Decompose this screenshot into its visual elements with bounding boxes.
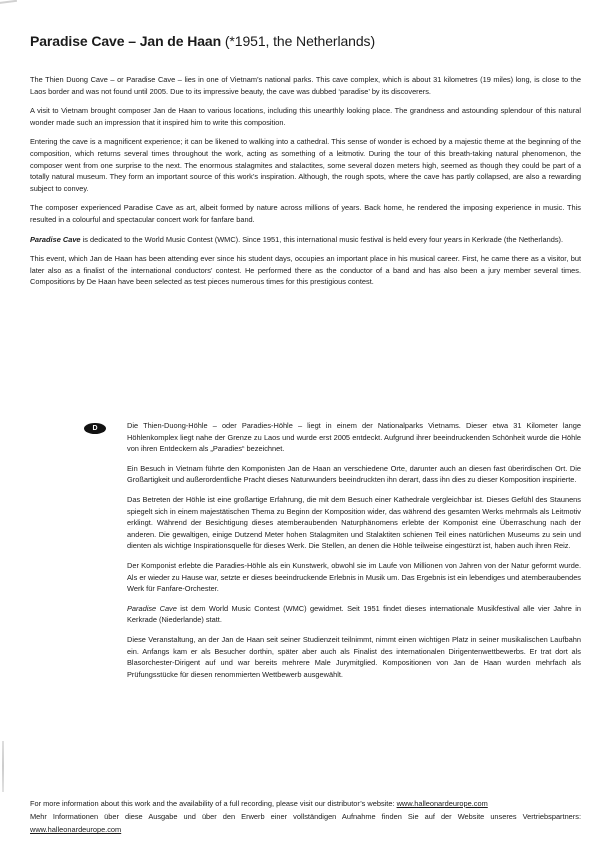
german-paragraph-2: Ein Besuch in Vietnam führte den Komponisten Jan de Haan an verschiedene Orte, darunter auch an diesen fast überirdischen Ort. Die Großartigkeit und außerordentliche Pracht dieses Naturwunders beeindruckten ihn derart, dass ihn dies zu dieser Komposition inspirierte. bbox=[127, 463, 581, 485]
scan-artifact-corner bbox=[0, 0, 17, 4]
footer-line-german bbox=[30, 810, 581, 836]
language-d-icon: D bbox=[92, 425, 98, 432]
german-paragraph-5 bbox=[127, 603, 581, 626]
german-paragraph-1: Die Thien-Duong-Höhle – oder Paradies-Höhle – liegt in einem der Nationalparks Vietnams. Dieser etwa 31 Kilometer lange Höhlenkomplex liegt nahe der Grenze zu Laos und wurde erst 2005 entdeckt. Aufgrund ihrer beeindruckenden Schönheit wurde die Höhle von ihren Entdeckern als „Paradies“ bezeichnet. bbox=[127, 421, 581, 454]
english-paragraph-5 bbox=[30, 234, 581, 246]
work-title-emphasis-german: Paradise Cave bbox=[127, 603, 177, 613]
english-paragraph-4: The composer experienced Paradise Cave as art, albeit formed by nature across millions of years. Back home, he rendered the imposing experience in music. This resulted in a colourful and spectacular concert work for fanfare band. bbox=[30, 203, 581, 224]
scan-artifact-left-edge bbox=[2, 741, 4, 792]
distributor-link-german[interactable]: www.halleonardeurope.com bbox=[30, 825, 122, 835]
work-title-emphasis: Paradise Cave bbox=[30, 234, 81, 244]
german-paragraph-5-text: ist dem World Music Contest (WMC) gewidmet. Seit 1951 findet dieses internationale Musikfestival alle vier Jahre in Kerkrade (Niederlande) statt. bbox=[127, 603, 581, 625]
german-paragraph-6: Diese Veranstaltung, an der Jan de Haan seit seiner Studienzeit teilnimmt, nimmt einen wichtigen Platz in seiner musikalischen Laufbahn ein. Anfangs kam er als Besucher dorthin, später aber auch als Finalist des internationalen Dirigentenwettbewerbs. Er trat dort als Blasorchester-Dirigent auf und war bereits mehrere Male Jurymitglied. Kompositionen von Jan de Haan wurden mehrfach als Prüfungsstücke für diesen renommierten Wettbewerb ausgewählt. bbox=[127, 634, 581, 679]
footer-text-german: Mehr Informationen über diese Ausgabe und über den Erwerb einer vollständigen Aufnahme finden Sie auf der Website unseres Vertriebspartners: bbox=[30, 812, 581, 822]
distributor-footer bbox=[30, 797, 581, 837]
german-language-badge bbox=[84, 423, 106, 434]
german-paragraph-3: Das Betreten der Höhle ist eine großartige Erfahrung, die mit dem Besuch einer Kathedrale vergleichbar ist. Dieses Gefühl des Staunens spiegelt sich in einem majestätischen Thema zu Beginn der Komposition wider, das während des gesamten Werks mehrmals als Leitmotiv erklingt. Während der Besichtigung dieses atemberaubenden Naturphänomens erlebte der Komponist eine Überraschung nach der anderen. Die gewaltigen, einige Dutzend Meter hohen Stalagmiten und Stalaktiten schienen Teil eines natürlichen Museums zu sein und dienten als wichtige Inspirationsquelle für dieses Werk. Die Stellen, an denen die Höhle teilweise eingestürzt ist, haben auch ihren Reiz. bbox=[127, 494, 581, 551]
footer-line-english bbox=[30, 797, 581, 810]
english-paragraph-3: Entering the cave is a magnificent experience; it can be likened to walking into a cathedral. This sense of wonder is echoed by a majestic theme at the beginning of the composition, which returns several times throughout the work, acting as something of a leitmotiv. During the tour of this breath-taking natural phenomenon, the composer went from one surprise to the next. The enormous stalagmites and stalactites, some several dozen meters high, seemed as though they could be part of a totally natural museum. They form an important source of this work’s inspiration. Although, the rough spots, where the cave has partly collapsed, are also a rewarding subject to convey. bbox=[30, 137, 581, 193]
english-paragraph-5-text: is dedicated to the World Music Contest (WMC). Since 1951, this international music festival is held every four years in Kerkrade (the Netherlands). bbox=[80, 234, 564, 244]
german-paragraph-4: Der Komponist erlebte die Paradies-Höhle als ein Kunstwerk, obwohl sie im Laufe von Millionen von Jahren von der Natur geformt wurde. Als er wieder zu Hause war, setzte er dieses beeindruckende Erlebnis in Musik um. Das Ergebnis ist ein lebendiges und atemberaubendes Werk für Fanfare-Orchester. bbox=[127, 560, 581, 594]
english-paragraph-6: This event, which Jan de Haan has been attending ever since his student days, occupies an important place in his musical career. First, he came there as a visitor, but later also as a finalist of the international conductors’ contest. He performed there as the conductor of a band and has also been a jury member several times. Compositions by De Haan have been selected as test pieces numerous times for this prestigious contest. bbox=[30, 254, 581, 287]
title-note: (*1951, the Netherlands) bbox=[221, 33, 376, 49]
footer-text-english: For more information about this work and the availability of a full recording, please visit our distributor’s website: bbox=[30, 799, 397, 808]
english-paragraph-2: A visit to Vietnam brought composer Jan de Haan to various locations, including this unearthly looking place. The grandness and astounding splendour of this natural wonder made such an impression that it inspired him to write this composition. bbox=[30, 106, 581, 127]
distributor-link-english[interactable]: www.halleonardeurope.com bbox=[396, 799, 488, 808]
page-title bbox=[30, 33, 375, 49]
english-paragraph-1: The Thien Duong Cave – or Paradise Cave – lies in one of Vietnam’s national parks. This cave complex, which is about 31 kilometres (19 miles) long, is close to the Laos border and was not found until 2005. Due to its impressive beauty, the cave was dubbed ‘paradise’ by its discoverers. bbox=[30, 75, 581, 96]
german-program-notes bbox=[127, 420, 581, 688]
title-main: Paradise Cave – Jan de Haan bbox=[30, 33, 222, 49]
english-program-notes bbox=[30, 74, 581, 296]
